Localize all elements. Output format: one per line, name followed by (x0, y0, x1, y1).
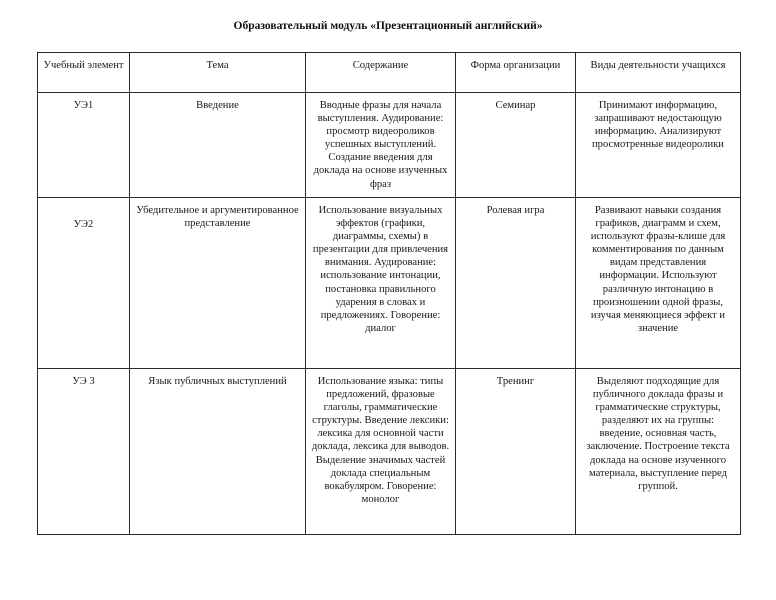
cell-form: Ролевая игра (456, 198, 576, 369)
cell-form: Семинар (456, 93, 576, 198)
header-topic: Тема (130, 53, 306, 93)
table-header-row (38, 53, 741, 93)
cell-topic: Убедительное и аргументированное представление (130, 198, 306, 369)
document-title: Образовательный модуль «Презентационный английский» (233, 20, 543, 32)
cell-topic: Язык публичных выступлений (130, 369, 306, 535)
table-row (38, 93, 741, 198)
cell-content: Вводные фразы для начала выступления. Аудирование: просмотр видеороликов успешных выступлений. Создание введения для доклада на основе изученных фраз (306, 93, 456, 198)
module-table (37, 52, 741, 535)
header-form: Форма организации (456, 53, 576, 93)
cell-activities: Принимают информацию, запрашивают недостающую информацию. Анализируют просмотренные видеоролики (576, 93, 741, 198)
cell-topic: Введение (130, 93, 306, 198)
cell-content: Использование визуальных эффектов (графики, диаграммы, схемы) в презентации для привлечения внимания. Аудирование: использование интонации, постановка правильного ударения в словах и предложениях. Говорение: диалог (306, 198, 456, 369)
header-content: Содержание (306, 53, 456, 93)
cell-element: УЭ2 (38, 198, 130, 369)
table-row (38, 198, 741, 369)
cell-activities: Выделяют подходящие для публичного доклада фразы и грамматические структуры, разделяют их на группы: введение, основная часть, заключение. Построение текста доклада на основе изученного материала, выступление перед группой. (576, 369, 741, 535)
header-element: Учебный элемент (38, 53, 130, 93)
table-row (38, 369, 741, 535)
cell-element: УЭ 3 (38, 369, 130, 535)
header-activities: Виды деятельности учащихся (576, 53, 741, 93)
cell-element: УЭ1 (38, 93, 130, 198)
cell-form: Тренинг (456, 369, 576, 535)
cell-content: Использование языка: типы предложений, фразовые глаголы, грамматические структуры. Введение лексики: лексика для основной части доклада, лексика для выводов. Выделение значимых частей доклада специальным вокабуляром. Говорение: монолог (306, 369, 456, 535)
cell-activities: Развивают навыки создания графиков, диаграмм и схем, используют фразы-клише для комментирования по данным видам представления информации. Используют различную интонацию в произношении одной фразы, изучая меняющиеся эффект и значение (576, 198, 741, 369)
